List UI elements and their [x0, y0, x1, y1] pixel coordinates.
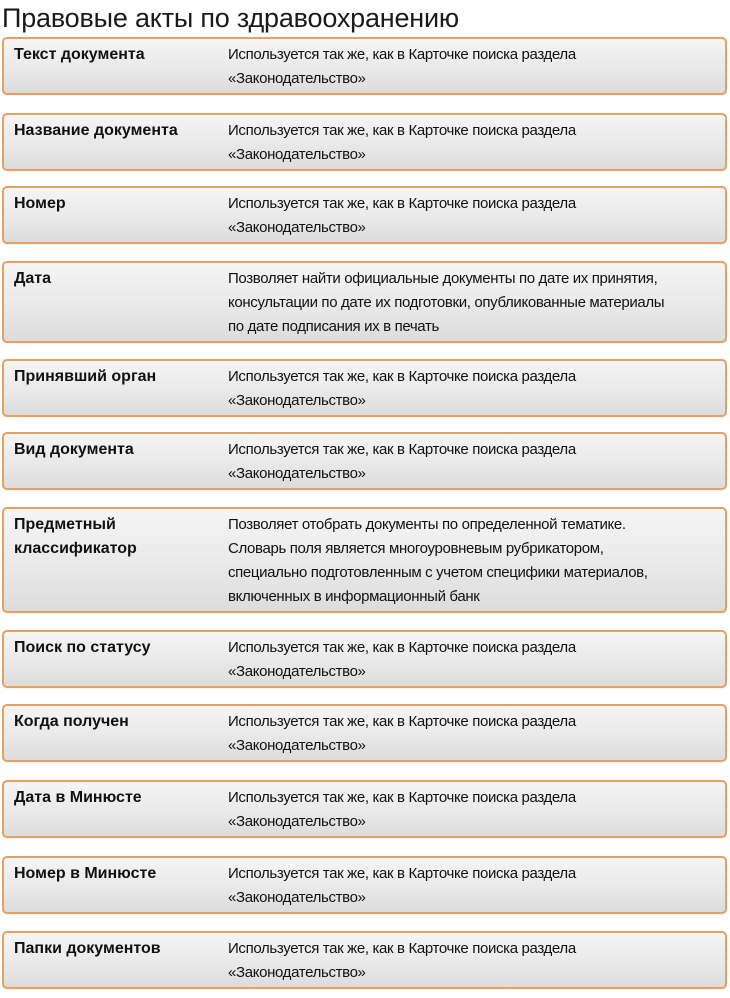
field-description: [228, 192, 720, 240]
field-row-text: [2, 37, 727, 95]
field-description: [228, 119, 720, 167]
field-label: Дата: [14, 270, 52, 287]
description-line: Используется так же, как в Карточке поиска раздела: [228, 789, 576, 806]
description-line: «Законодательство»: [228, 146, 366, 163]
description-line: Используется так же, как в Карточке поиска раздела: [228, 368, 576, 385]
description-line: Словарь поля является многоуровневым рубрикатором,: [228, 540, 604, 557]
field-label: Предметный классификатор: [14, 516, 137, 557]
description-line: «Законодательство»: [228, 737, 366, 754]
description-line: Используется так же, как в Карточке поиска раздела: [228, 639, 576, 656]
field-description: [228, 937, 720, 985]
description-line: Позволяет отобрать документы по определенной тематике.: [228, 516, 626, 533]
field-label: Номер: [14, 195, 66, 212]
field-description: [228, 786, 720, 834]
field-label: Папки документов: [14, 940, 161, 957]
field-row-minjust-date: [2, 780, 727, 838]
field-row-doc-type: [2, 432, 727, 490]
field-label: Принявший орган: [14, 368, 157, 385]
description-line: «Законодательство»: [228, 70, 366, 87]
field-row-date: [2, 261, 727, 343]
field-row-status-search: [2, 630, 727, 688]
description-line: Позволяет найти официальные документы по дате их принятия,: [228, 270, 658, 287]
page-title: Правовые акты по здравоохранению: [2, 3, 459, 33]
description-line: Используется так же, как в Карточке поиска раздела: [228, 46, 576, 63]
field-description: [228, 513, 720, 609]
field-row-doc-folders: [2, 931, 727, 989]
description-line: «Законодательство»: [228, 219, 366, 236]
description-line: «Законодательство»: [228, 465, 366, 482]
description-line: включенных в информационный банк: [228, 588, 480, 605]
field-label: Когда получен: [14, 713, 129, 730]
description-line: консультации по дате их подготовки, опубликованные материалы: [228, 294, 665, 311]
field-label: Дата в Минюсте: [14, 789, 142, 806]
description-line: «Законодательство»: [228, 663, 366, 680]
description-line: Используется так же, как в Карточке поиска раздела: [228, 122, 576, 139]
field-description: [228, 43, 720, 91]
description-line: Используется так же, как в Карточке поиска раздела: [228, 195, 576, 212]
description-line: Используется так же, как в Карточке поиска раздела: [228, 713, 576, 730]
description-line: «Законодательство»: [228, 392, 366, 409]
description-line: Используется так же, как в Карточке поиска раздела: [228, 441, 576, 458]
field-row-subject-classifier: [2, 507, 727, 613]
field-description: [228, 438, 720, 486]
field-row-number: [2, 186, 727, 244]
field-row-received: [2, 704, 727, 762]
field-description: [228, 267, 720, 339]
field-description: [228, 365, 720, 413]
field-description: [228, 636, 720, 684]
field-description: [228, 862, 720, 910]
description-line: Используется так же, как в Карточке поиска раздела: [228, 940, 576, 957]
field-description: [228, 710, 720, 758]
description-line: Используется так же, как в Карточке поиска раздела: [228, 865, 576, 882]
field-label: Номер в Минюсте: [14, 865, 157, 882]
field-label: Вид документа: [14, 441, 134, 458]
field-label: Название документа: [14, 122, 178, 139]
description-line: специально подготовленным с учетом специфики материалов,: [228, 564, 648, 581]
field-row-issuing-body: [2, 359, 727, 417]
description-line: «Законодательство»: [228, 964, 366, 981]
description-line: по дате подписания их в печать: [228, 318, 439, 335]
field-row-minjust-number: [2, 856, 727, 914]
description-line: «Законодательство»: [228, 813, 366, 830]
field-label: Поиск по статусу: [14, 639, 151, 656]
field-label: Текст документа: [14, 46, 145, 63]
field-row-name: [2, 113, 727, 171]
description-line: «Законодательство»: [228, 889, 366, 906]
